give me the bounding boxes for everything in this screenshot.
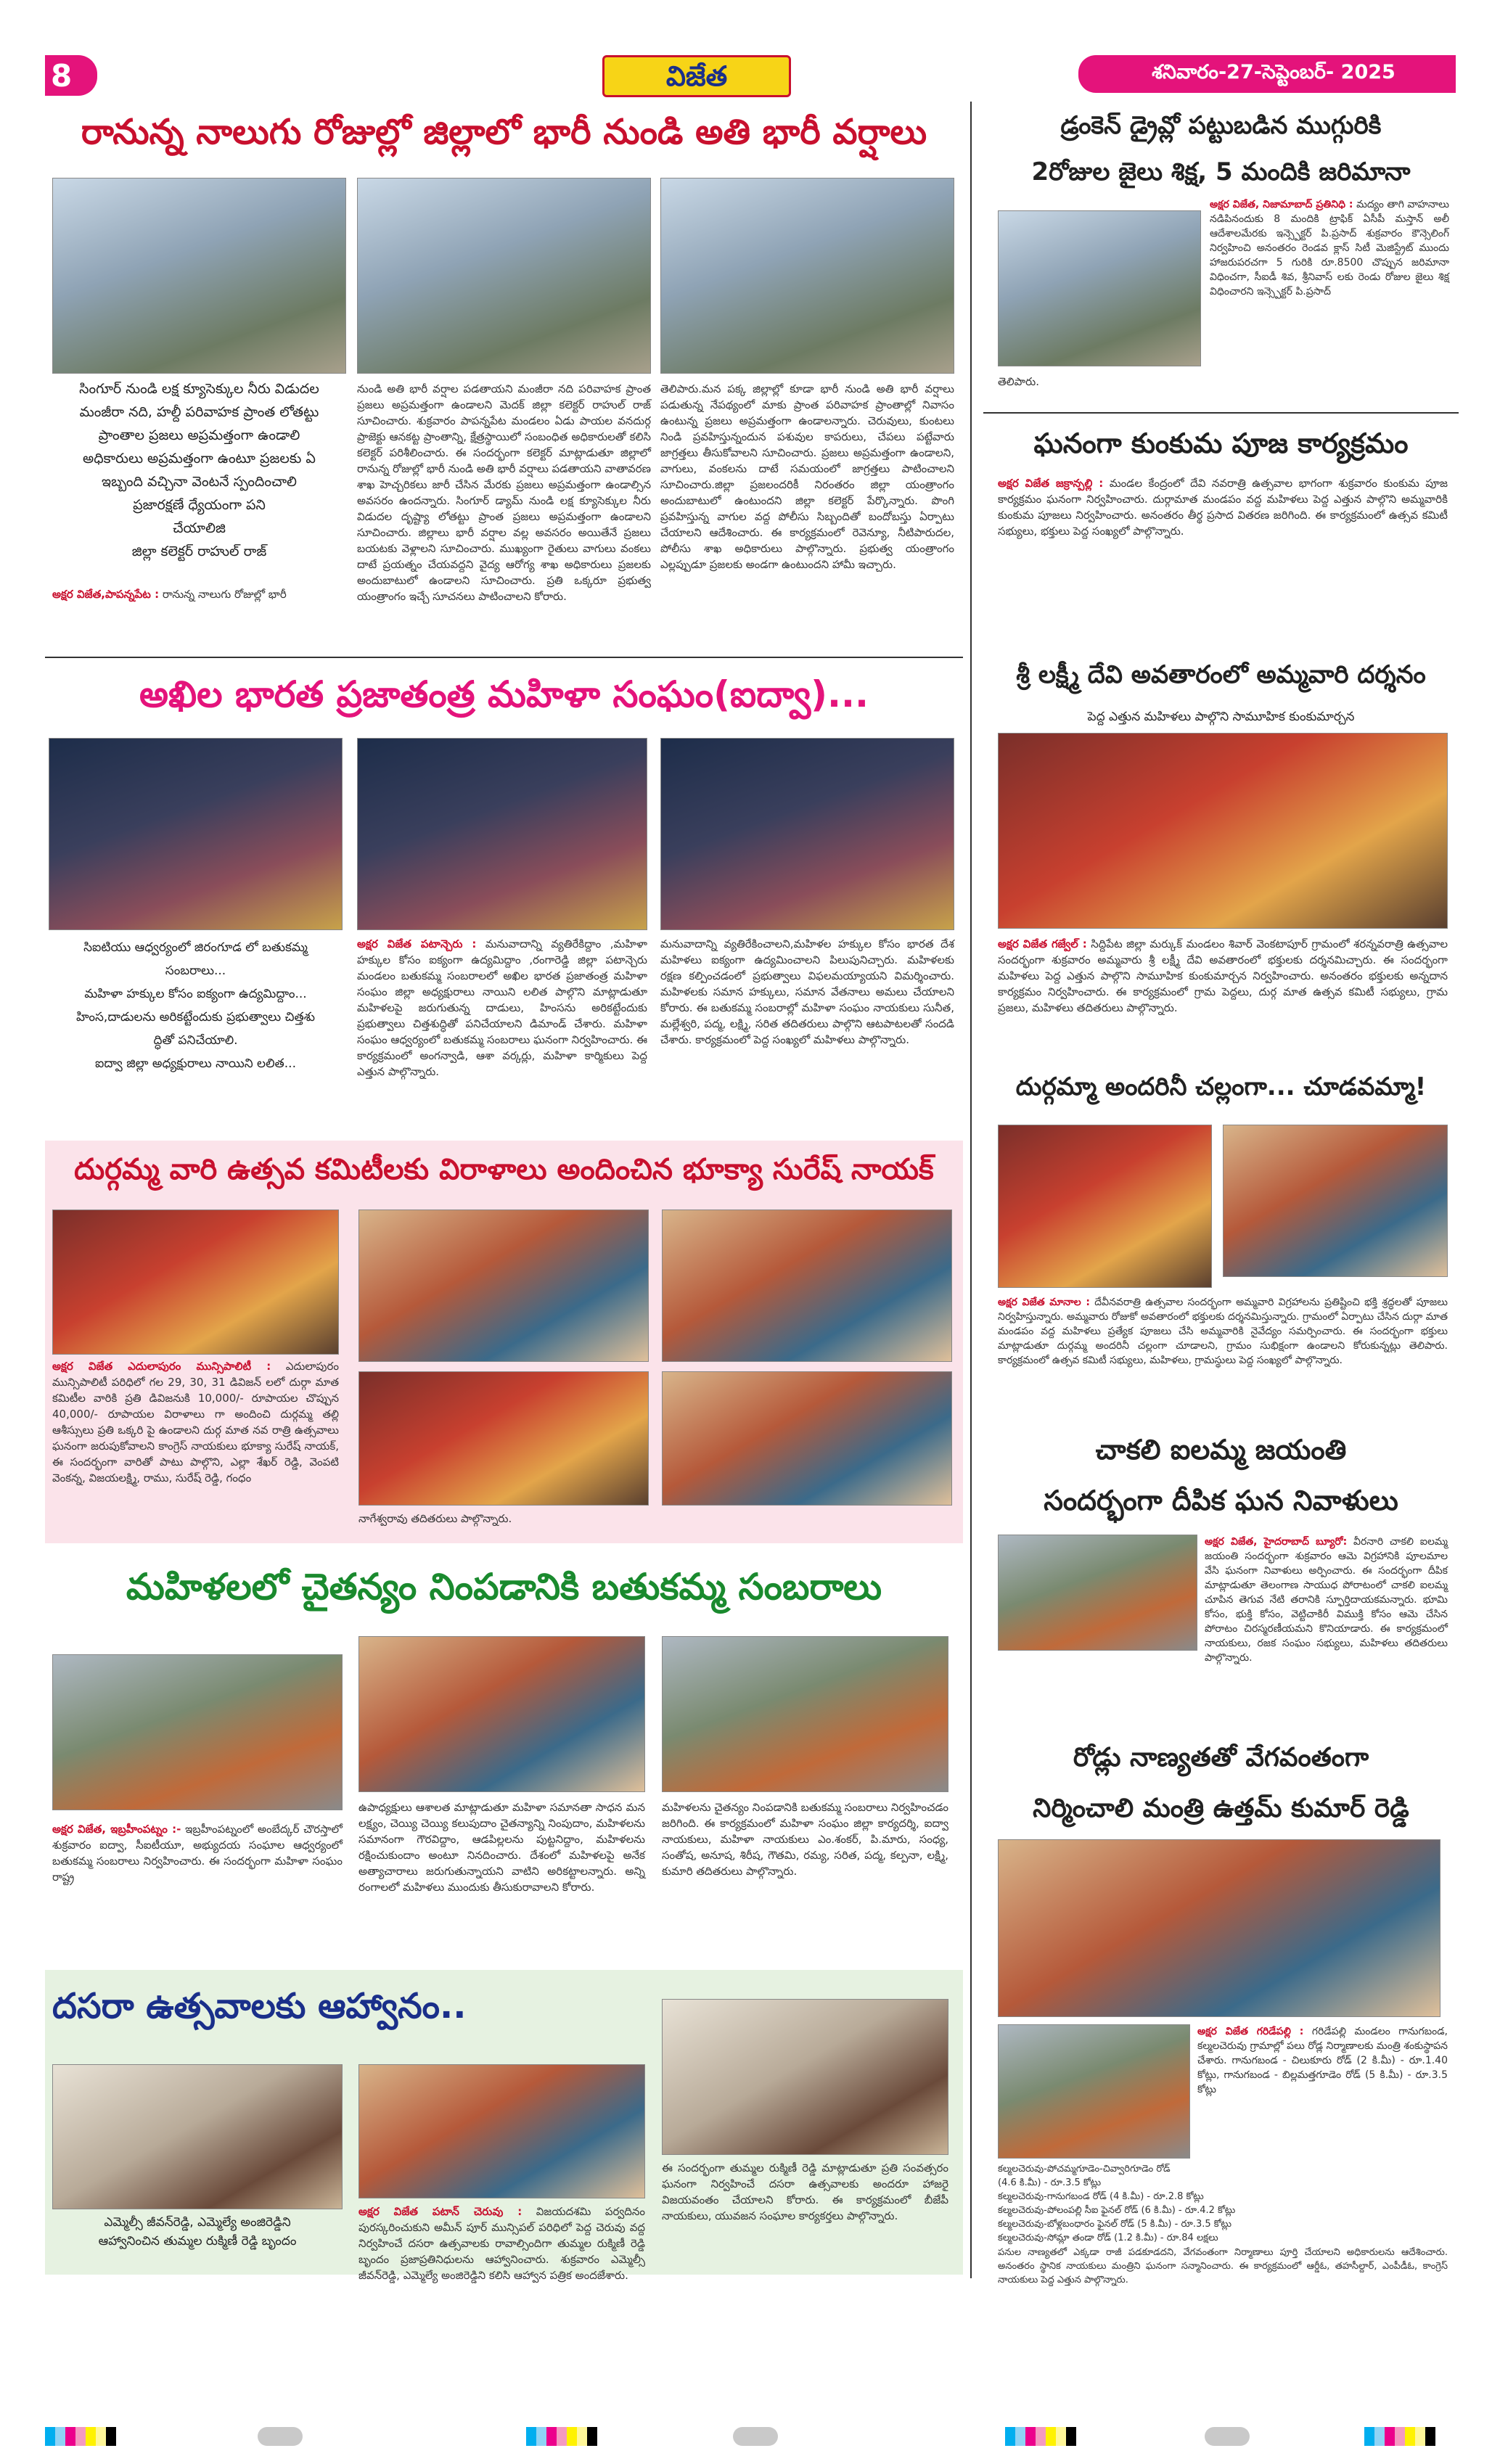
story-durgamma-chuda-photo-2: [1223, 1125, 1448, 1277]
story-roads-headline-2: నిర్మించాలి మంత్రి ఉత్తమ్ కుమార్ రెడ్డి: [1033, 1794, 1409, 1823]
story-idwa-photo-1: [49, 738, 343, 930]
story-lakshmi-headline: శ్రీ లక్ష్మీ దేవి అవతారంలో అమ్మవారి దర్శనం: [1016, 660, 1426, 689]
story-dasara-headline: దసరా ఉత్సవాలకు ఆహ్వానం..: [52, 1986, 467, 2026]
story-durgamma-photo-5: [662, 1371, 952, 1506]
story-durgamma-chuda-body-text: దేవీనవరాత్రి ఉత్సవాల సందర్భంగా అమ్మవారి విగ్రహాలను ప్రతిష్టించి భక్తి శ్రద్ధలతో పూజలు నిర్వహిస్తున్నారు. అమ్మవారు రోజుకో అవతారంలో భక్తులకు దర్శనమిస్తున్నారు. గ్రామంలో ఏర్పాటు చేసిన దుర్గా మాత మండపం వద్ద మహిళలు ప్రత్యేక పూజలు చేసి అమ్మవారికి నైవేద్యం సమర్పించారు. ఈ సందర్భంగా భక్తులు మాట్లాడుతూ దుర్గమ్మ అందరినీ చల్లంగా చూడాలని, గ్రామం సుభిక్షంగా ఉండాలని కోరుకున్నట్లు తెలిపారు. కార్యక్రమంలో ఉత్సవ కమిటీ సభ్యులు, మహిళలు, గ్రామస్థులు పెద్ద సంఖ్యలో పాల్గొన్నారు.: [998, 1297, 1448, 1366]
story-ailamma-body: [1205, 1535, 1448, 1730]
story-idwa-photo-3: [660, 738, 954, 930]
story-durgamma-body: [52, 1358, 339, 1536]
masthead: [0, 0, 1500, 98]
story-dasara-col3: ఈ సందర్భంగా తుమ్మల రుక్మిణీ రెడ్డి మాట్లాడుతూ ప్రతి సంవత్సరం ఘనంగా నిర్వహించే దసరా ఉత్సవాలకు అందరూ హాజరై విజయవంతం చేయాలని కోరారు. ఈ కార్యక్రమంలో బీజేపీ నాయకులు, యువజన సంఘాల కార్యకర్తలు పాల్గొన్నారు.: [662, 2161, 948, 2222]
column-divider: [970, 102, 972, 2278]
caption-line: ఎమ్మెల్సీ జీవన్‌రెడ్డి, ఎమ్మెల్యే అంజిరెడ్డిని: [104, 2215, 291, 2230]
story-idwa-byline: అక్షర విజేత పటాన్చెరు :: [357, 937, 477, 950]
story-rain-photo-1: [52, 178, 346, 374]
story-bathukamma-panel: [45, 1556, 963, 1963]
caption-line: ఇబ్బంది వచ్చినా వెంటనే స్పందించాలి: [52, 470, 346, 493]
caption-line: జిల్లా కలెక్టర్ రాహుల్ రాజ్: [52, 540, 346, 563]
caption-line: ప్రాంతాల ప్రజలు అప్రమత్తంగా ఉండాలి: [52, 424, 346, 447]
story-roads-byline: అక్షర విజేత గరిడేపల్లి :: [1197, 2026, 1304, 2037]
story-kumkuma-panel: [983, 417, 1459, 646]
caption-line: సంబరాలు...: [49, 959, 343, 982]
story-idwa-col2-text: మనువాదాన్ని వ్యతిరేకిద్దాం ,మహిళా హక్కుల కోసం ఐక్యంగా ఉద్యమిద్దాం ,రంగారెడ్డి జిల్లా పటాన్చెరు మండలం బతుకమ్మ సంబరాలలో అఖిల భారత ప్రజాతంత్ర మహిళా సంఘం జిల్లా అధ్యక్షురాలు నాయిని లలిత పాల్గొని మాట్లాడుతూ మహిళలపై జరుగుతున్న దాడులు, హింసను అరికట్టేందుకు ప్రభుత్వాలు చిత్తశుద్ధితో పనిచేయాలని డిమాండ్ చేశారు. మహిళా సంఘం ఆధ్వర్యంలో బతుకమ్మ సంబరాలు ఘనంగా నిర్వహించారు. ఈ కార్యక్రమంలో అంగన్వాడి, ఆశా వర్కర్లు, మహిళా కార్మికులు పెద్ద ఎత్తున పాల్గొన్నారు.: [357, 937, 647, 1078]
road-list-item: కల్మలచెరువు-బోళ్లబంధారం ఫైనల్ రోడ్ (5 కి.మీ) - రూ.3.5 కోట్లు: [998, 2219, 1231, 2230]
story-drunk-drive-headline-2: 2రోజుల జైలు శిక్ష, 5 మందికి జరిమానా: [1031, 157, 1411, 186]
story-dasara-photo-3: [662, 1999, 948, 2155]
caption-line: ప్రజారక్షణే ధ్యేయంగా పని: [52, 493, 346, 517]
story-bathukamma-photo-2: [358, 1636, 645, 1792]
story-durgamma-panel: [45, 1141, 963, 1543]
story-durgamma-photo-2: [358, 1210, 649, 1362]
story-drunk-drive-body-text: మద్యం తాగి వాహనాలు నడిపినందుకు 8 మందికి ట్రాఫిక్ ఏసీపీ మస్తాన్ అలీ ఆదేశాలమేరకు ఇన్స్పెక్టర్ పి.ప్రసాద్ శుక్రవారం కౌన్సెలింగ్ నిర్వహించి అనంతరం రెండవ క్లాస్ సిటీ మెజిస్ట్రేట్ ముందు హాజరుపరచగా 5 గురికి రూ.8500 చొప్పున జరిమానా విధించగా, సీఐడీ శివ, శ్రీనివాస్ లకు రెండు రోజుల జైలు శిక్ష విధించారని ఇన్స్పెక్టర్ పి.ప్రసాద్: [1210, 199, 1450, 297]
story-bathukamma-photo-1: [52, 1654, 343, 1810]
story-drunk-drive-panel: [983, 102, 1459, 406]
caption-line: హింస,దాడులను అరికట్టేందుకు ప్రభుత్వాలు చిత్తశు: [49, 1006, 343, 1029]
story-lakshmi-subhead: పెద్ద ఎత్తున మహిళలు పాల్గొని సామూహిక కుంకుమార్చన: [1087, 710, 1355, 724]
caption-line: సిఐటియు ఆధ్వర్యంలో జిరంగూడ లో బతుకమ్మ: [49, 936, 343, 959]
story-rain-headline: రానున్న నాలుగు రోజుల్లో జిల్లాలో భారీ నుండి అతి భారీ వర్షాలు: [81, 112, 927, 152]
story-rain-byline: అక్షర విజేత,పాపన్నపేట :: [52, 588, 160, 601]
color-bar-center-left: [526, 2427, 635, 2446]
story-bathukamma-col1-text: ఇబ్రహీంపట్నంలో అంబేద్కర్ చౌరస్తాలో శుక్రవారం ఐద్వా, సీఐటీయూ, అభ్యుదయ సంఘాల ఆధ్వర్యంలో బతుకమ్మ సంబరాలు నిర్వహించారు. ఈ సందర్భంగా మహిళా సంఘం రాష్ట్ర: [52, 1823, 343, 1884]
story-lakshmi-body-text: సిద్దిపేట జిల్లా మర్కుక్ మండలం శివార్ వెంకటాపూర్ గ్రామంలో శరన్నవరాత్రి ఉత్సవాల సందర్భంగా శుక్రవారం అమ్మవారు శ్రీ లక్ష్మీ దేవి అవతారంలో భక్తులకు దర్శనమిచ్చారు. ఈ సందర్భంగా మహిళలు పెద్ద ఎత్తున పాల్గొని సామూహిక కుంకుమార్చన నిర్వహించారు. అనంతరం భక్తులకు అన్నదాన కార్యక్రమం నిర్వహించారు. ఈ కార్యక్రమంలో గ్రామ పెద్దలు, దుర్గ మాత ఉత్సవ కమిటీ సభ్యులు, గ్రామ ప్రజలు, మహిళలు తదితరులు పాల్గొన్నారు.: [998, 937, 1448, 1014]
register-mark: [258, 2427, 303, 2446]
story-rain-col2: నుండి అతి భారీ వర్షాల పడతాయని మంజీరా నది పరివాహక ప్రాంత ప్రజలు అప్రమత్తంగా ఉండాలని మెదక్ జిల్లా కలెక్టర్ రాహుల్ రాజ్ సూచించారు. శుక్రవారం పాపన్నపేట మండలం ఏడు పాయల వనదుర్గ ప్రాజెక్టు ఆనకట్ట ప్రాంతాన్ని, క్షేత్రస్థాయిలో సంబంధిత అధికారులతో కలిసి కలెక్టర్ పరిశీలించారు. ఈ సందర్భంగా కలెక్టర్ మాట్లాడుతూ జిల్లాలో రానున్న రోజుల్లో భారీ నుండి అతి భారీ వర్షాలు పడతాయని వాతావరణ శాఖ హెచ్చరికలు జారీ చేసిన మేరకు ప్రజలు అప్రమత్తంగా ఉండాల్సిన అవసరం ఉందన్నారు. సింగూర్ డ్యామ్ నుండి లక్ష క్యూసెక్కుల నీరు విడుదల దృష్ట్యా లోతట్టు ప్రాంత ప్రజలు అప్రమత్తంగా ఉండాలని సూచించారు. జిల్లాలు భారీ వర్షాల వల్ల అవసరం అయితేనే ప్రజలు బయటకు వెళ్లాలని సూచించారు. ముఖ్యంగా రైతులు వాగులు వంకలు దాటే ప్రయత్నం చేయవద్దని వైద్య ఆరోగ్య శాఖ అధికారులు ప్రజలకు అందుబాటులో ఉండాలని సూచించారు. ప్రతి ఒక్కరూ ప్రభుత్వ యంత్రాంగం ఇచ్చే సూచనలు పాటించాలని కోరారు.: [357, 382, 651, 603]
story-roads-headline-1: రోడ్లు నాణ్యతతో వేగవంతంగా: [1073, 1743, 1369, 1773]
story-drunk-drive-headline-1: డ్రంకెన్ డ్రైవ్లో పట్టుబడిన ముగ్గురికి: [1060, 111, 1382, 140]
story-bathukamma-headline: మహిళలలో చైతన్యం నింపడానికి బతుకమ్మ సంబరాలు: [126, 1566, 882, 1608]
story-rain-photo-3: [660, 178, 954, 374]
story-idwa-panel: [45, 662, 963, 1137]
caption-line: సింగూర్ నుండి లక్ష క్యూసెక్కుల నీరు విడుదల: [52, 377, 346, 401]
story-lakshmi-byline: అక్షర విజేత గజ్వేల్ :: [998, 937, 1087, 950]
story-durgamma-chuda-byline: అక్షర విజేత మానాల :: [998, 1297, 1090, 1308]
caption-line: అధికారులు అప్రమత్తంగా ఉంటూ ప్రజలకు ఏ: [52, 447, 346, 470]
divider: [983, 412, 1459, 414]
story-idwa-headline: అఖిల భారత ప్రజాతంత్ర మహిళా సంఘం(ఐద్వా)...: [139, 673, 869, 715]
story-bathukamma-col3: మహిళలను చైతన్యం నింపడానికి బతుకమ్మ సంబరాలు నిర్వహించడం జరిగింది. ఈ కార్యక్రమంలో మహిళా సంఘం జిల్లా కార్యదర్శి, ఐద్వా నాయకులు, మహిళా నాయకులు ఎం.శంకర్, పి.మారు, సంధ్య, సంతోష, అనూష, శిరీష, గౌతమి, రమ్య, సరిత, పద్మ, కల్పనా, లక్ష్మి, కుమారి తదితరులు పాల్గొన్నారు.: [662, 1801, 948, 1878]
road-list-item: (4.6 కి.మీ) - రూ.3.5 కోట్లు: [998, 2177, 1102, 2188]
story-roads-photo-2: [998, 2024, 1190, 2159]
story-bathukamma-byline: అక్షర విజేత, ఇబ్రహీంపట్నం :-: [52, 1823, 181, 1836]
story-kumkuma-headline: ఘనంగా కుంకుమ పూజ కార్యక్రమం: [1033, 427, 1409, 459]
story-roads-list: [998, 2162, 1448, 2249]
story-lakshmi-panel: [983, 646, 1459, 1059]
story-roads-body-top-text: గరిడేపల్లి మండలం గానుగబండ, కల్మలచెరువు గ్రామాల్లో పలు రోడ్ల నిర్మాణాలకు మంత్రి శంకుస్థాపన చేశారు. గానుగబండ - చిలుకూరు రోడ్ (2 కి.మీ) - రూ.1.40 కోట్లు, గానుగబండ - బిల్లమత్తగూడెం రోడ్ (5 కి.మీ) - రూ.3.5 కోట్లు: [1197, 2026, 1448, 2095]
story-rain-photo-2: [357, 178, 651, 374]
story-roads-body-bottom: పనుల నాణ్యతలో ఎక్కడా రాజీ పడకూడదని, వేగవంతంగా నిర్మాణాలు పూర్తి చేయాలని అధికారులను ఆదేశించారు. అనంతరం స్థానిక నాయకులు మంత్రిని ఘనంగా సన్మానించారు. ఈ కార్యక్రమంలో ఆర్డీఓ, తహసీల్దార్, ఎంపీడీఓ, కాంగ్రెస్ నాయకులు పెద్ద ఎత్తున పాల్గొన్నారు.: [998, 2247, 1448, 2286]
road-list-item: కల్మలచెరువు-పోచమ్మగూడెం-చివ్వారిగూడెం రోడ్: [998, 2164, 1171, 2175]
story-drunk-drive-tail: తెలిపారు.: [998, 375, 1039, 388]
story-idwa-caption: [49, 936, 343, 1081]
caption-line: చేయాలిజి: [52, 517, 346, 540]
story-ailamma-photo: [998, 1535, 1197, 1651]
story-ailamma-panel: [983, 1418, 1459, 1738]
register-mark: [733, 2427, 778, 2446]
caption-line: ఆహ్వానించిన తుమ్మల రుక్మిణీ రెడ్డి బృందం: [98, 2234, 297, 2249]
caption-line: మహిళా హక్కుల కోసం ఐక్యంగా ఉద్యమిద్దాం...: [49, 982, 343, 1006]
color-bar-right: [1364, 2427, 1473, 2446]
story-durgamma-photo-3: [662, 1210, 952, 1362]
caption-line: ద్ధితో పనిచేయాలి.: [49, 1029, 343, 1052]
story-dasara-panel: [45, 1970, 963, 2282]
story-roads-photo-1: [998, 1839, 1440, 2017]
story-rain-byline-rest: రానున్న నాలుగు రోజుల్లో భారీ: [162, 588, 287, 601]
story-durgamma-chuda-panel: [983, 1059, 1459, 1422]
story-durgamma-photo-1: [52, 1210, 339, 1355]
story-dasara-caption: [52, 2213, 343, 2264]
register-mark: [1205, 2427, 1250, 2446]
story-ailamma-body-text: వీరనారి చాకలి ఐలమ్మ జయంతి సందర్భంగా శుక్రవారం ఆమె విగ్రహానికి పూలమాల వేసి ఘనంగా నివాళులు అర్పించారు. ఈ సందర్భంగా దీపిక మాట్లాడుతూ తెలంగాణ సాయుధ పోరాటంలో చాకలి ఐలమ్మ చూపిన తెగువ నేటి తరానికి స్ఫూర్తిదాయకమన్నారు. భూమి కోసం, భుక్తి కోసం, వెట్టిచాకిరీ విముక్తి కోసం ఆమె చేసిన పోరాటం చిరస్మరణీయమని కొనియాడారు. ఈ కార్యక్రమంలో నాయకులు, రజక సంఘం సభ్యులు, మహిళలు తదితరులు పాల్గొన్నారు.: [1205, 1536, 1448, 1664]
story-lakshmi-body: [998, 936, 1448, 1056]
story-bathukamma-photo-3: [662, 1636, 948, 1792]
story-kumkuma-body-text: మండల కేంద్రంలో దేవి నవరాత్రి ఉత్సవాల భాగంగా శుక్రవారం కుంకుమ పూజ కార్యక్రమం ఘనంగా నిర్వహించారు. దుర్గామాత మండపం వద్ద మహిళలు పెద్ద ఎత్తున పాల్గొని అమ్మవారికి కుంకుమ పూజలు నిర్వహించారు. అనంతరం తీర్థ ప్రసాద వితరణ జరిగింది. ఈ కార్యక్రమంలో ఉత్సవ కమిటీ సభ్యులు, భక్తులు పెద్ద సంఖ్యలో పాల్గొన్నారు.: [998, 477, 1448, 538]
story-idwa-col3: మనువాదాన్ని వ్యతిరేకించాలని,మహిళల హక్కుల కోసం భారత దేశ మహిళలు ఐక్యంగా ఉద్యమించాలని పిలుపునిచ్చారు. మహిళలకు రక్షణ కల్పించడంలో ప్రభుత్వాలు విఫలమయ్యాయని విమర్శించారు. మహిళలకు సమాన హక్కులు, సమాన వేతనాలు అమలు చేయాలని కోరారు. ఈ బతుకమ్మ సంబరాల్లో మహిళా సంఘం నాయకులు సునీత, మల్లేశ్వరి, పద్మ, లక్ష్మి, సరిత తదితరులు పాల్గొని ఆటపాటలతో సందడి చేశారు. కార్యక్రమంలో పెద్ద సంఖ్యలో మహిళలు పాల్గొన్నారు.: [660, 937, 954, 1046]
story-ailamma-byline: అక్షర విజేత, హైదరాబాద్ బ్యూరో:: [1205, 1536, 1348, 1548]
road-list-item: కల్మలచెరువు-పోలంపల్లి సీఐ ఫైనల్ రోడ్ (6 కి.మీ) - రూ.4.2 కోట్లు: [998, 2205, 1236, 2216]
story-durgamma-chuda-headline: దుర్గమ్మా అందరినీ చల్లంగా... చూడవమ్మా!: [1015, 1072, 1427, 1101]
story-durgamma-body-text: ఎదులాపురం మున్సిపాలిటీ పరిధిలో గల 29, 30, 31 డివిజన్ లలో దుర్గా మాత కమిటీల వారికి ప్రతి డివిజనుకి 10,000/- రూపాయల చొప్పున 40,000/- రూపాయల విరాళాలు గా అందించి దుర్గమ్మ తల్లి ఆశీస్సులు ప్రతి ఒక్కరి పై ఉండాలని దుర్గ మాత నవ రాత్రి ఉత్సవాలు ఘనంగా జరుపుకోవాలని కాంగ్రెస్ నాయకులు భూక్యా సురేష్ నాయక్, ఈ సందర్భంగా వారితో పాటు పాల్గొని, ఎల్లా శేఖర్ రెడ్డి, వెంపటి వెంకన్న, విజయలక్ష్మి, రాము, సురేష్ రెడ్డి, గంధం: [52, 1360, 339, 1484]
story-ailamma-headline-2: సందర్భంగా దీపిక ఘన నివాళులు: [1044, 1484, 1398, 1516]
story-kumkuma-body: [998, 475, 1448, 638]
story-rain-panel: [45, 102, 963, 609]
story-roads-panel: [983, 1738, 1459, 2286]
story-ailamma-headline-1: చాకలి ఐలమ్మ జయంతి: [1095, 1434, 1347, 1466]
story-durgamma-photo-caption: నాగేశ్వరావు తదితరులు పాల్గొన్నారు.: [358, 1512, 512, 1525]
story-drunk-drive-photo: [998, 210, 1201, 366]
story-rain-col3: తెలిపారు.మన పక్క జిల్లాల్లో కూడా భారీ నుండి అతి భారీ వర్షాలు పడుతున్న నేపథ్యంలో మాకు ప్రాంత పరివాహక ప్రాంతాల్లో నివాసం ఉంటున్న ప్రజలు అప్రమత్తంగా ఉండాలన్నారు. చెరువులు, కుంటలు నిండి ప్రవహిస్తున్నందున పశువుల కాపరులు, చేపలు పట్టేవారు జాగ్రత్తలు తీసుకోవాలని సూచించారు. ప్రజలు అప్రమత్తంగా ఉండాలని, వాగులు, వంకలను దాటే సమయంలో జాగ్రత్తలు పాటించాలని సూచించారు.జిల్లా ప్రజలందరికీ నిరంతరం జిల్లా యంత్రాంగం అందుబాటులో ఉంటుందని జిల్లా కలెక్టర్ పేర్కొన్నారు. పొంగి ప్రవహిస్తున్న వాగుల వద్ద పోలీసు సిబ్బందితో బందోబస్తు ఏర్పాటు చేయాలని ఆదేశించారు. ఈ కార్యక్రమంలో రెవెన్యూ, నీటిపారుదల, పోలీసు శాఖ అధికారులు పాల్గొన్నారు. ప్రభుత్వ యంత్రాంగం ఎల్లప్పుడూ ప్రజలకు అండగా ఉంటుందని హామీ ఇచ్చారు.: [660, 382, 954, 571]
story-dasara-photo-2: [358, 2064, 645, 2198]
caption-line: ఐద్వా జిల్లా అధ్యక్షురాలు నాయిని లలిత...: [49, 1052, 343, 1075]
date: శనివారం-27-సెప్టెంబర్- 2025: [1152, 61, 1396, 83]
story-bathukamma-col2: ఉపాధ్యక్షులు ఆశాలత మాట్లాడుతూ మహిళా సమానతా సాధన మన లక్ష్యం, చెయ్యి చెయ్యి కలుపుదాం చైతన్యాన్ని నింపుదాం, మహిళలను సమానంగా గౌరవిద్దాం, ఆడపిల్లలను పుట్టనిద్దాం, మహిళలను రక్షించుకుందాం అంటూ నినదించారు. దేశంలో మహిళలపై అనేక అత్యాచారాలు జరుగుతున్నాయని వాటిని అరికట్టాలన్నారు. అన్ని రంగాలలో మహిళలు ముందుకు తీసుకురావాలని కోరారు.: [358, 1801, 645, 1894]
story-drunk-drive-byline: అక్షర విజేత, నిజామాబాద్ ప్రతినిధి :: [1210, 199, 1353, 210]
story-idwa-photo-2: [357, 738, 647, 930]
divider: [45, 657, 963, 658]
story-kumkuma-byline: అక్షర విజేత జక్రాన్పల్లి :: [998, 477, 1104, 490]
story-dasara-photo-1: [52, 2064, 343, 2209]
story-durgamma-chuda-photo-1: [998, 1125, 1212, 1288]
story-dasara-col2: [358, 2204, 645, 2282]
story-roads-body-top: [1197, 2024, 1448, 2159]
road-list-item: కల్మలచెరువు-గానుగబండ రోడ్ (4 కి.మీ) - రూ.2.8 కోట్లు: [998, 2191, 1204, 2202]
color-bar-center-right: [1005, 2427, 1114, 2446]
story-durgamma-chuda-body: [998, 1295, 1448, 1418]
story-rain-caption: [52, 377, 346, 595]
story-durgamma-headline: దుర్గమ్మ వారి ఉత్సవ కమిటీలకు విరాళాలు అందించిన భూక్యా సురేష్ నాయక్: [74, 1153, 934, 1186]
road-list-item: కల్మలచెరువు-సోమ్లా తండా రోడ్ (1.2 కి.మీ) - రూ.84 లక్షలు: [998, 2233, 1218, 2243]
page-number: 8: [51, 58, 73, 94]
color-bar-left: [45, 2427, 154, 2446]
story-dasara-col2-text: విజయదశమి పర్వదినం పురస్కరించుకుని అమీన్ పూర్ మున్సిపల్ పరిధిలో పెద్ద చెరువు వద్ద నిర్వహించే దసరా ఉత్సవాలకు రావాల్సిందిగా తుమ్మల రుక్మిణీ రెడ్డి బృందం ప్రజాప్రతినిధులను ఆహ్వానించారు. శుక్రవారం ఎమ్మెల్సీ జీవన్‌రెడ్డి, ఎమ్మెల్యే అంజిరెడ్డిని కలిసి ఆహ్వాన పత్రిక అందజేశారు.: [358, 2205, 645, 2282]
story-bathukamma-col1: [52, 1821, 343, 1944]
story-lakshmi-photo: [998, 733, 1448, 929]
story-durgamma-photo-4: [358, 1371, 649, 1506]
logo-text: విజేత: [665, 60, 728, 92]
logo: [602, 55, 791, 97]
story-durgamma-byline: అక్షర విజేత ఎదులాపురం మున్సిపాలిటీ :: [52, 1360, 271, 1373]
story-idwa-col2: [357, 936, 647, 1132]
story-drunk-drive-body: [1210, 197, 1449, 371]
story-dasara-byline: అక్షర విజేత పటాన్ చెరువు :: [358, 2205, 522, 2218]
caption-line: మంజీరా నది, హల్దీ పరివాహక ప్రాంత లోతట్టు: [52, 401, 346, 424]
story-rain-byline-row: [52, 586, 346, 605]
